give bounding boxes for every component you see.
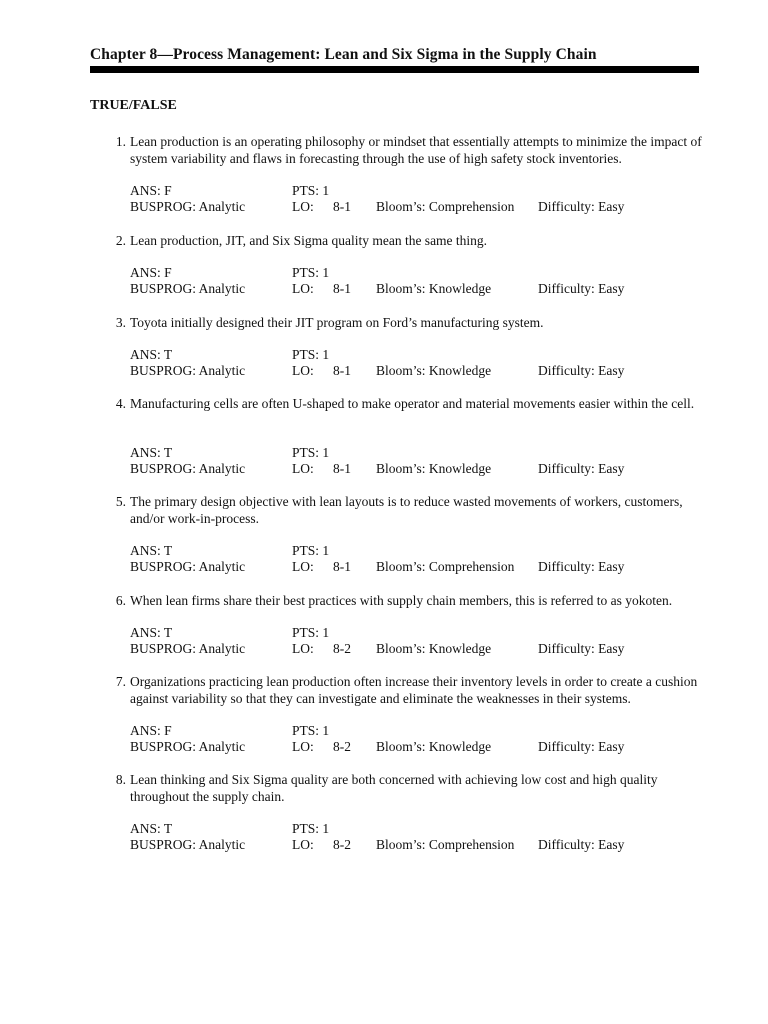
learning-objective-value: 8-1 — [333, 461, 351, 476]
metadata-row — [0, 738, 768, 755]
business-program: BUSPROG: Analytic — [130, 837, 246, 852]
business-program: BUSPROG: Analytic — [130, 559, 246, 574]
question-text: Lean production is an operating philosophy or mindset that essentially attempts to minimize the impact of system variability and flaws in forecasting through the use of high safety stock inventories. — [130, 134, 702, 166]
answer-row — [0, 346, 768, 363]
learning-objective-label: LO: — [292, 199, 314, 214]
learning-objective-value: 8-2 — [333, 837, 351, 852]
question-text: Manufacturing cells are often U-shaped to make operator and material movements easier within the cell. — [130, 396, 695, 411]
learning-objective-label: LO: — [292, 739, 314, 754]
blooms-level: Bloom’s: Knowledge — [376, 363, 492, 378]
points: PTS: 1 — [292, 821, 330, 836]
learning-objective-label: LO: — [292, 281, 314, 296]
points: PTS: 1 — [292, 347, 330, 362]
points: PTS: 1 — [292, 625, 330, 640]
question-number: 6. — [115, 593, 126, 608]
question-number: 4. — [115, 396, 126, 411]
question-text: The primary design objective with lean layouts is to reduce wasted movements of workers, customers, and/or work-in-process. — [130, 494, 683, 526]
blooms-level: Bloom’s: Knowledge — [376, 461, 492, 476]
answer-row — [0, 182, 768, 199]
question-number: 1. — [115, 134, 126, 149]
answer-row — [0, 542, 768, 559]
answer-key: ANS: T — [130, 445, 173, 460]
learning-objective-value: 8-1 — [333, 363, 351, 378]
chapter-title: Chapter 8—Process Management: Lean and Six Sigma in the Supply Chain — [90, 46, 597, 63]
metadata-row — [0, 836, 768, 853]
learning-objective-label: LO: — [292, 837, 314, 852]
answer-row — [0, 444, 768, 461]
blooms-level: Bloom’s: Knowledge — [376, 739, 492, 754]
difficulty: Difficulty: Easy — [538, 837, 625, 852]
business-program: BUSPROG: Analytic — [130, 199, 246, 214]
question-text: Lean thinking and Six Sigma quality are both concerned with achieving low cost and high quality throughout the supply chain. — [130, 772, 658, 804]
question-text: Organizations practicing lean production often increase their inventory levels in order to create a cushion against variability so that they can investigate and eliminate the weaknesses in their systems. — [130, 674, 698, 706]
learning-objective-label: LO: — [292, 559, 314, 574]
metadata-row — [0, 280, 768, 297]
question-text: Toyota initially designed their JIT program on Ford’s manufacturing system. — [130, 315, 544, 330]
learning-objective-value: 8-1 — [333, 281, 351, 296]
question-text: Lean production, JIT, and Six Sigma quality mean the same thing. — [130, 233, 488, 248]
answer-row — [0, 820, 768, 837]
section-heading: TRUE/FALSE — [90, 98, 177, 113]
difficulty: Difficulty: Easy — [538, 559, 625, 574]
points: PTS: 1 — [292, 543, 330, 558]
difficulty: Difficulty: Easy — [538, 281, 625, 296]
business-program: BUSPROG: Analytic — [130, 461, 246, 476]
points: PTS: 1 — [292, 723, 330, 738]
metadata-row — [0, 198, 768, 215]
question-number: 7. — [115, 674, 126, 689]
answer-key: ANS: T — [130, 625, 173, 640]
learning-objective-label: LO: — [292, 461, 314, 476]
answer-row — [0, 722, 768, 739]
blooms-level: Bloom’s: Comprehension — [376, 199, 515, 214]
difficulty: Difficulty: Easy — [538, 363, 625, 378]
blooms-level: Bloom’s: Knowledge — [376, 281, 492, 296]
business-program: BUSPROG: Analytic — [130, 363, 246, 378]
metadata-row — [0, 362, 768, 379]
difficulty: Difficulty: Easy — [538, 461, 625, 476]
metadata-row — [0, 558, 768, 575]
answer-key: ANS: T — [130, 821, 173, 836]
answer-key: ANS: T — [130, 347, 173, 362]
difficulty: Difficulty: Easy — [538, 199, 625, 214]
difficulty: Difficulty: Easy — [538, 641, 625, 656]
answer-row — [0, 264, 768, 281]
answer-key: ANS: F — [130, 723, 172, 738]
learning-objective-value: 8-2 — [333, 739, 351, 754]
learning-objective-value: 8-2 — [333, 641, 351, 656]
business-program: BUSPROG: Analytic — [130, 641, 246, 656]
question-text: When lean firms share their best practices with supply chain members, this is referred to as yokoten. — [130, 593, 673, 608]
question-number: 5. — [115, 494, 126, 509]
blooms-level: Bloom’s: Comprehension — [376, 837, 515, 852]
learning-objective-value: 8-1 — [333, 559, 351, 574]
learning-objective-value: 8-1 — [333, 199, 351, 214]
learning-objective-label: LO: — [292, 641, 314, 656]
metadata-row — [0, 640, 768, 657]
answer-key: ANS: F — [130, 183, 172, 198]
question-number: 2. — [115, 233, 126, 248]
points: PTS: 1 — [292, 265, 330, 280]
answer-key: ANS: F — [130, 265, 172, 280]
difficulty: Difficulty: Easy — [538, 739, 625, 754]
blooms-level: Bloom’s: Knowledge — [376, 641, 492, 656]
answer-row — [0, 624, 768, 641]
business-program: BUSPROG: Analytic — [130, 739, 246, 754]
learning-objective-label: LO: — [292, 363, 314, 378]
question-number: 3. — [115, 315, 126, 330]
points: PTS: 1 — [292, 445, 330, 460]
blooms-level: Bloom’s: Comprehension — [376, 559, 515, 574]
metadata-row — [0, 460, 768, 477]
answer-key: ANS: T — [130, 543, 173, 558]
question-number: 8. — [115, 772, 126, 787]
points: PTS: 1 — [292, 183, 330, 198]
business-program: BUSPROG: Analytic — [130, 281, 246, 296]
